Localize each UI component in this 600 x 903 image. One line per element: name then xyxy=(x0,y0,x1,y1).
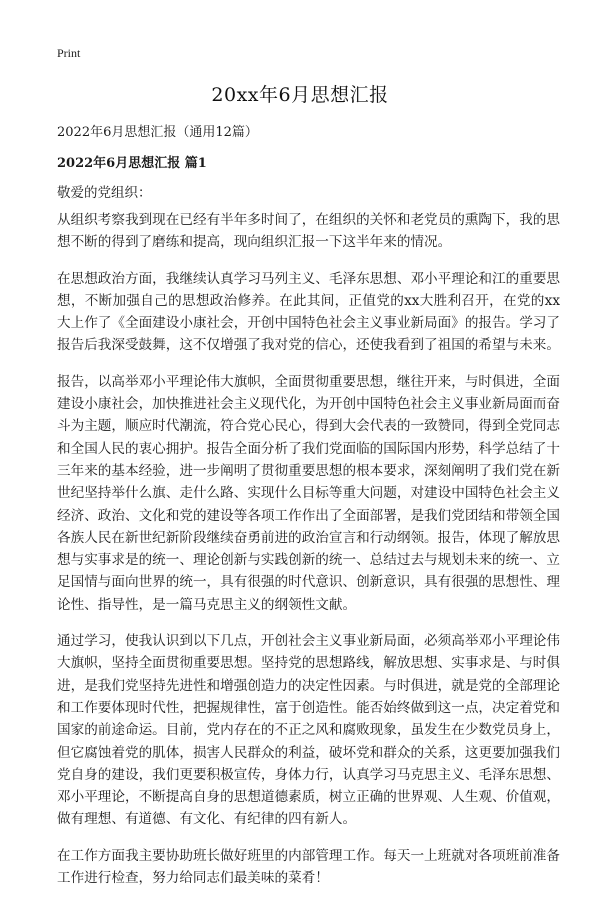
paragraph: 在工作方面我主要协助班长做好班里的内部管理工作。每天一上班就对各项班前准备工作进行检查，努力给同志们最美味的菜肴！ xyxy=(57,847,560,887)
paragraph: 通过学习，使我认识到以下几点，开创社会主义事业新局面，必须高举邓小平理论伟大旗帜，坚持全面贯彻重要思想。坚持党的思想路线，解放思想、实事求是、与时俱进，是我们党坚持先进性和增强创造力的决定性因素。与时俱进，就是党的全部理论和工作要体现时代性，把握规律性，富于创造性。能否始终做到这一点，决定着党和国家的前途命运。目前，党内存在的不正之风和腐败现象，虽发生在少数党员身上，但它腐蚀着党的肌体，损害人民群众的利益，破坏党和群众的关系，这更要加强我们党自身的建设，我们更要积极宣传，身体力行，认真学习马克思主义、毛泽东思想、邓小平理论，不断提高自身的思想道德素质，树立正确的世界观、人生观、价值观，做有理想、有道德、有文化、有纪律的四有新人。 xyxy=(57,633,560,828)
paragraph: 从组织考察我到现在已经有半年多时间了，在组织的关怀和老党员的熏陶下，我的思想不断的得到了磨练和提高，现向组织汇报一下这半年来的情况。 xyxy=(57,212,560,251)
section-heading: 2022年6月思想汇报 篇1 xyxy=(57,156,207,171)
paragraph: 在思想政治方面，我继续认真学习马列主义、毛泽东思想、邓小平理论和江的重要思想，不断加强自己的思想政治修养。在此其间，正值党的xx大胜利召开，在党的xx大上作了《全面建设小康社会，开创中国特色社会主义事业新局面》的报告。学习了报告后我深受鼓舞，这不仅增强了我对党的信心，还使我看到了祖国的希望与未来。 xyxy=(57,270,560,354)
greeting: 敬爱的党组织： xyxy=(57,185,152,201)
paragraph: 报告，以高举邓小平理论伟大旗帜，全面贯彻重要思想，继往开来，与时俱进，全面建设小康社会，加快推进社会主义现代化，为开创中国特色社会主义事业新局面而奋斗为主题，顺应时代潮流，符合党心民心，得到大会代表的一致赞同，得到全党同志和全国人民的衷心拥护。报告全面分析了我们党面临的国际国内形势，科学总结了十三年来的基本经验，进一步阐明了贯彻重要思想的根本要求，深刻阐明了我们党在新世纪坚持举什么旗、走什么路、实现什么目标等重大问题，对建设中国特色社会主义经济、政治、文化和党的建设等各项工作作出了全面部署，是我们党团结和带领全国各族人民在新世纪新阶段继续奋勇前进的政治宣言和行动纲领。报告，体现了解放思想与实事求是的统一、理论创新与实践创新的统一、总结过去与规划未来的统一、立足国情与面向世界的统一，具有很强的时代意识、创新意识，具有很强的思想性、理论性、指导性，是一篇马克思主义的纲领性文献。 xyxy=(57,373,560,613)
print-label: Print xyxy=(57,46,81,60)
document-body xyxy=(57,209,560,903)
document-subtitle: 2022年6月思想汇报（通用12篇） xyxy=(57,125,258,140)
document-title: 20xx年6月思想汇报 xyxy=(211,84,389,106)
